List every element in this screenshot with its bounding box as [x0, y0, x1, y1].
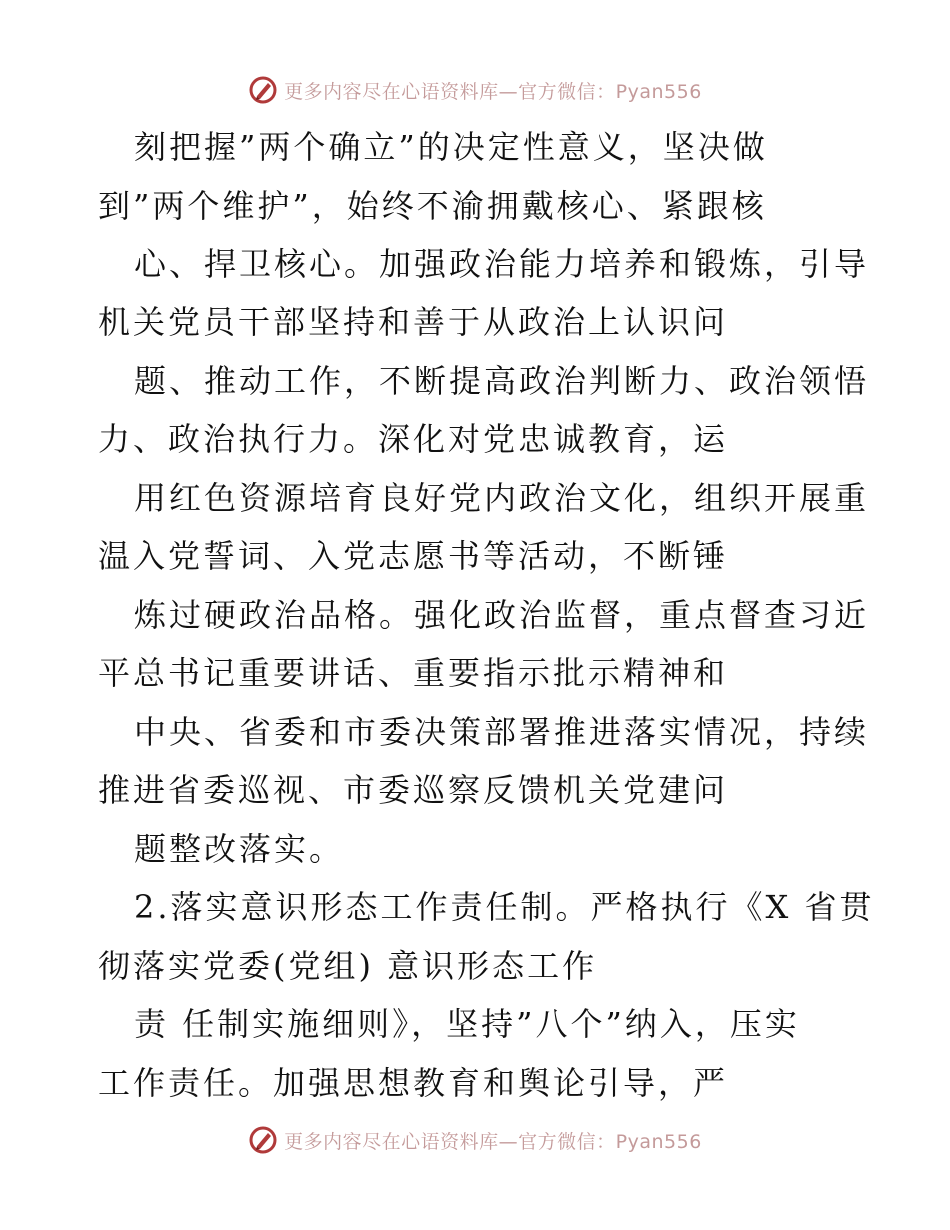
header-banner-label: 更多内容尽在心语资料库—官方微信： — [284, 80, 616, 103]
footer-banner-handle: Pyan556 — [615, 1130, 702, 1153]
body-line: 题、推动工作，不断提高政治判断力、政治领悟 — [134, 362, 870, 400]
body-line: 温入党誓词、入党志愿书等活动，不断锤 — [98, 537, 729, 575]
body-line: 2.落实意识形态工作责任制。严格执行《X 省贯 — [134, 888, 875, 926]
pen-circle-logo-icon — [248, 75, 278, 105]
body-line: 工作责任。加强思想教育和舆论引导，严 — [98, 1064, 729, 1102]
pen-circle-logo-icon — [248, 1125, 278, 1155]
header-banner — [0, 70, 950, 110]
body-line: 心、捍卫核心。加强政治能力培养和锻炼，引导 — [134, 245, 870, 283]
body-line: 炼过硬政治品格。强化政治监督，重点督查习近 — [134, 596, 870, 634]
footer-banner — [0, 1120, 950, 1160]
body-line: 用红色资源培育良好党内政治文化，组织开展重 — [134, 479, 870, 517]
body-line: 题整改落实。 — [134, 830, 345, 868]
header-banner-handle: Pyan556 — [615, 80, 702, 103]
footer-banner-label: 更多内容尽在心语资料库—官方微信： — [284, 1130, 616, 1153]
header-banner-text — [284, 77, 702, 104]
body-line: 刻把握”两个确立”的决定性意义，坚决做 — [134, 128, 768, 166]
body-line: 平总书记重要讲话、重要指示批示精神和 — [98, 654, 729, 692]
body-line: 力、政治执行力。深化对党忠诚教育，运 — [98, 420, 729, 458]
body-line: 机关党员干部坚持和善于从政治上认识问 — [98, 303, 729, 341]
body-line: 彻落实党委(党组) 意识形态工作 — [98, 947, 598, 985]
body-line: 责 任制实施细则》，坚持”八个”纳入，压实 — [134, 1005, 800, 1043]
body-line: 推进省委巡视、市委巡察反馈机关党建问 — [98, 771, 729, 809]
body-line: 到”两个维护”，始终不渝拥戴核心、紧跟核 — [98, 187, 767, 225]
footer-banner-text — [284, 1127, 702, 1154]
body-line: 中央、省委和市委决策部署推进落实情况，持续 — [134, 713, 870, 751]
